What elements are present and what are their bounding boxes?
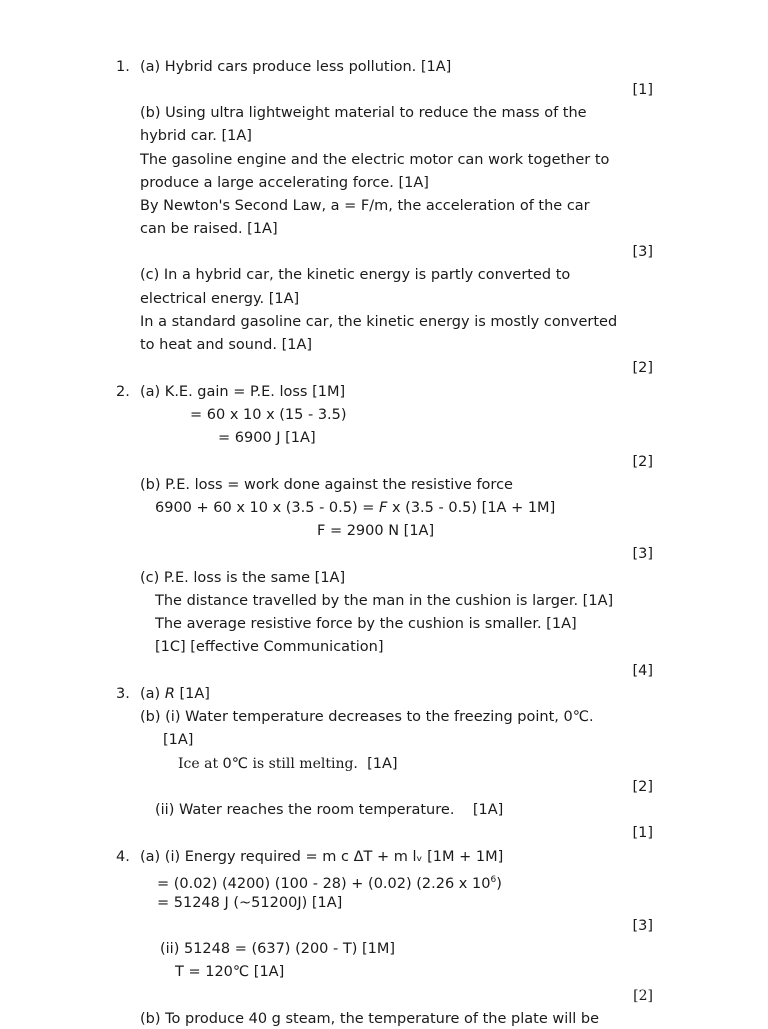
q3bi-mark: [2] bbox=[632, 779, 653, 795]
q1b-line-2: hybrid car. [1A] bbox=[140, 128, 252, 144]
q2b-mark: [3] bbox=[632, 546, 653, 562]
q2a-line-3: = 6900 J [1A] bbox=[218, 430, 316, 446]
q2a-line-2: = 60 x 10 x (15 - 3.5) bbox=[190, 407, 347, 423]
q2-number: 2. bbox=[116, 384, 130, 400]
q3bii-mark: [1] bbox=[632, 825, 653, 841]
q2c-line-3: The average resistive force by the cushion is smaller. [1A] bbox=[155, 616, 577, 632]
q1c-line-4: to heat and sound. [1A] bbox=[140, 337, 313, 353]
q1b-line-1: (b) Using ultra lightweight material to reduce the mass of the bbox=[140, 105, 587, 121]
q4b-line-1: (b) To produce 40 g steam, the temperature of the plate will be bbox=[140, 1011, 600, 1027]
q4aii-line-1: (ii) 51248 = (637) (200 - T) [1M] bbox=[160, 941, 396, 957]
q4a-line-3: = 51248 J (~51200J) [1A] bbox=[157, 895, 343, 911]
q3a-answer: (a) R [1A] bbox=[140, 686, 210, 702]
q2a-mark: [2] bbox=[632, 454, 653, 470]
q4aii-line-2: T = 120℃ [1A] bbox=[175, 964, 285, 980]
q4a-line-2: = (0.02) (4200) (100 - 28) + (0.02) (2.26 x $10^6$) bbox=[157, 875, 502, 892]
q1c-line-1: (c) In a hybrid car, the kinetic energy is partly converted to bbox=[140, 267, 571, 283]
q2c-mark: [4] bbox=[632, 663, 653, 679]
q1a-answer: (a) Hybrid cars produce less pollution. [1A] bbox=[140, 59, 452, 75]
q3bii-answer: (ii) Water reaches the room temperature. [1A] bbox=[155, 802, 504, 818]
q3b-line-3: Ice at 0℃ is still melting. [1A] bbox=[178, 756, 398, 772]
q1-number: 1. bbox=[116, 59, 130, 75]
q1a-mark: [1] bbox=[632, 82, 653, 98]
q1c-mark: [2] bbox=[632, 360, 653, 376]
q2b-line-2: 6900 + 60 x 10 x (3.5 - 0.5) = F x (3.5 - 0.5) [1A + 1M] bbox=[155, 500, 556, 516]
q4aii-mark: [2] bbox=[633, 988, 653, 1004]
q1b-line-3: The gasoline engine and the electric motor can work together to bbox=[140, 152, 610, 168]
q2b-line-3: F = 2900 N [1A] bbox=[317, 523, 435, 539]
q1c-line-2: electrical energy. [1A] bbox=[140, 291, 300, 307]
q1c-line-3: In a standard gasoline car, the kinetic energy is mostly converted bbox=[140, 314, 618, 330]
q2a-line-1: (a) K.E. gain = P.E. loss [1M] bbox=[140, 384, 346, 400]
q1b-line-6: can be raised. [1A] bbox=[140, 221, 278, 237]
q3-number: 3. bbox=[116, 686, 130, 702]
q1b-line-5: By Newton's Second Law, a = F/m, the acceleration of the car bbox=[140, 198, 590, 214]
q2c-line-2: The distance travelled by the man in the cushion is larger. [1A] bbox=[155, 593, 614, 609]
q1b-line-4: produce a large accelerating force. [1A] bbox=[140, 175, 429, 191]
q4a-line-1: (a) (i) Energy required = m c ΔT + m lᵥ [1M + 1M] bbox=[140, 849, 504, 865]
q2c-line-4: [1C] [effective Communication] bbox=[155, 639, 384, 655]
q2c-line-1: (c) P.E. loss is the same [1A] bbox=[140, 570, 346, 586]
q3b-line-2: [1A] bbox=[163, 732, 194, 748]
q4ai-mark: [3] bbox=[632, 918, 653, 934]
q1b-mark: [3] bbox=[632, 244, 653, 260]
q2b-line-1: (b) P.E. loss = work done against the resistive force bbox=[140, 477, 513, 493]
q3b-line-1: (b) (i) Water temperature decreases to the freezing point, 0℃. bbox=[140, 709, 594, 725]
q4-number: 4. bbox=[116, 849, 130, 865]
